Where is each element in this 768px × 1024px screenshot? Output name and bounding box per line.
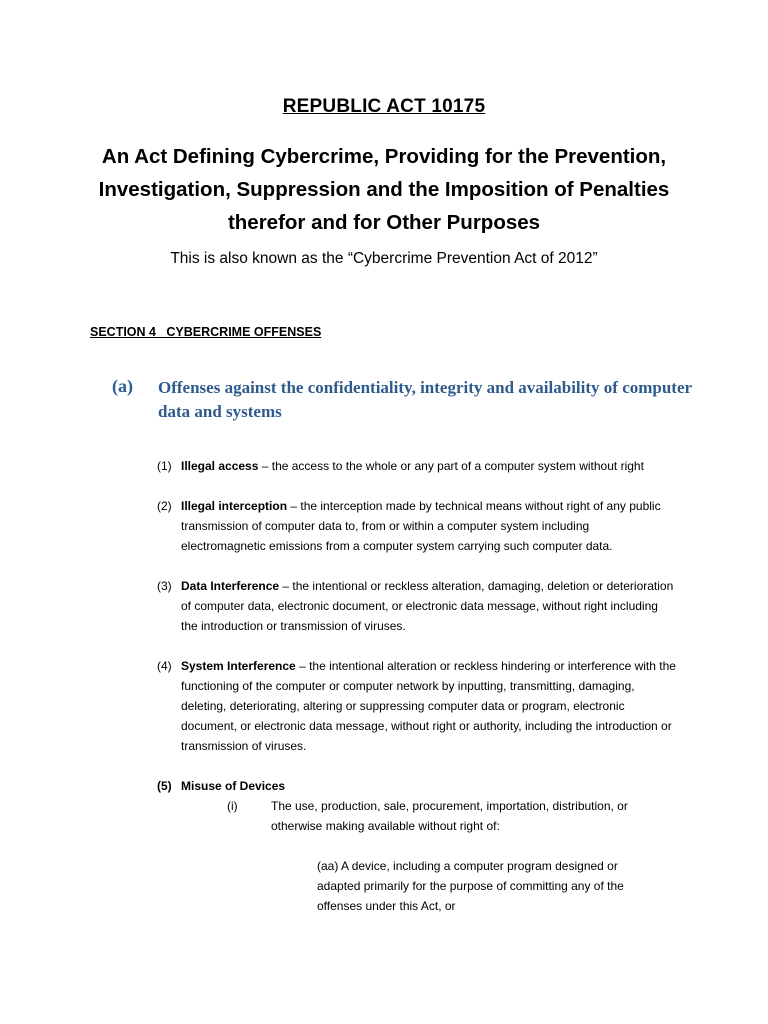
offense-text: – the access to the whole or any part of a computer system without right <box>258 459 644 473</box>
misuse-subitem-aa: (aa) A device, including a computer program designed or adapted primarily for the purpose of committing any of the offenses under this Act, or <box>317 859 624 913</box>
offense-number: (5) <box>157 779 172 793</box>
offense-term: Illegal access <box>181 459 259 473</box>
offense-text: – the intentional or reckless alteration, damaging, deletion or deterioration of computer data, electronic document, or electronic data message, without right including the introduction or transmission of viruses. <box>181 579 674 633</box>
offense-misuse-of-devices <box>157 776 677 796</box>
offense-illegal-interception <box>157 496 677 556</box>
subitem-number: (i) <box>227 799 238 813</box>
offense-system-interference <box>157 656 677 756</box>
offense-term: Illegal interception <box>181 499 288 513</box>
offense-term: System Interference <box>181 659 296 673</box>
act-title: An Act Defining Cybercrime, Providing for the Prevention, Investigation, Suppression and the Imposition of Penalties therefor and for Other Purposes <box>98 145 670 234</box>
offense-text: – the intentional alteration or reckless hindering or interference with the functioning of the computer or computer network by inputting, transmitting, damaging, deleting, deteriorating, altering or suppressing computer data or program, electronic document, or electronic data message, without right or authority, including the introduction or transmission of viruses. <box>181 659 676 753</box>
act-number-heading: REPUBLIC ACT 10175 <box>282 96 486 117</box>
offense-number: (2) <box>157 499 172 513</box>
offense-number: (1) <box>157 459 172 473</box>
offense-term: Data Interference <box>181 579 280 593</box>
offense-illegal-access <box>157 456 677 476</box>
subsection-letter: (a) <box>112 376 133 396</box>
offense-number: (3) <box>157 579 172 593</box>
offense-text: – the interception made by technical means without right of any public transmission of computer data to, from or within a computer system including electromagnetic emissions from a computer system carrying such computer data. <box>181 499 661 553</box>
offense-number: (4) <box>157 659 172 673</box>
subsection-title: Offenses against the confidentiality, integrity and availability of computer data and systems <box>158 378 692 421</box>
act-short-title-note: This is also known as the “Cybercrime Prevention Act of 2012” <box>170 250 598 267</box>
subitem-text: The use, production, sale, procurement, importation, distribution, or otherwise making available without right of: <box>271 799 628 833</box>
misuse-subitem-i <box>227 796 667 836</box>
section-heading: SECTION 4 CYBERCRIME OFFENSES <box>90 325 322 339</box>
offense-term: Misuse of Devices <box>181 779 286 793</box>
offense-data-interference <box>157 576 677 636</box>
